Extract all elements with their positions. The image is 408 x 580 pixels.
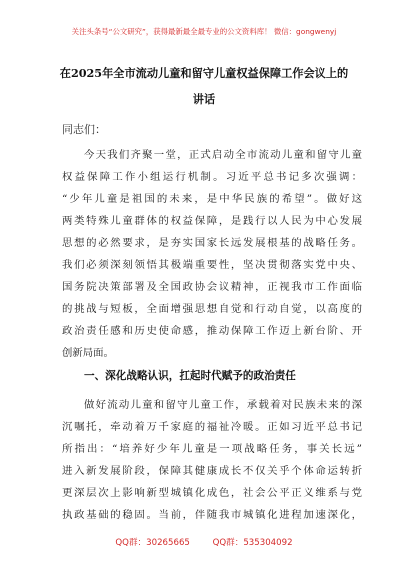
paragraph2-line: 更深层次上影响新型城镇化成色，社会公平正义维系与党 [62, 487, 362, 499]
paragraph1-line: 我们必须深刻领悟其极端重要性，坚决贯彻落实党中央、 [62, 259, 362, 271]
paragraph2-line: 进入新发展阶段，保障其健康成长不仅关乎个体命运转折 [62, 465, 362, 477]
footer-contact [0, 536, 408, 548]
paragraph1-line: 今天我们齐聚一堂，正式启动全市流动儿童和留守儿童 [84, 149, 362, 161]
footer-qq-group-1: QQ群：30265665 [115, 538, 190, 548]
paragraph1-line: “少年儿童是祖国的未来，是中华民族的希望”。做好这 [62, 193, 362, 205]
paragraph1-line: 的挑战与短板，全面增强思想自觉和行动自觉，以高度的 [62, 303, 362, 315]
paragraph2-line: 执政基础的稳固。当前，伴随我市城镇化进程加速深化， [62, 509, 362, 521]
header-banner: 关注头条号“公文研究”，获得最新最全最专业的公文资料库！ 微信：gongwenyj [71, 27, 337, 36]
paragraph2-line: 沉嘱托，牵动着万千家庭的福祉冷暖。正如习近平总书记 [62, 421, 362, 433]
paragraph1-line: 创新局面。 [62, 347, 114, 359]
paragraph2-line: 做好流动儿童和留守儿童工作，承载着对民族未来的深 [84, 399, 362, 411]
paragraph1-line: 思想的必然要求，是夯实国家长远发展根基的战略任务。 [62, 237, 362, 249]
document-title-line2: 讲话 [192, 92, 216, 106]
salutation: 同志们： [62, 123, 106, 136]
paragraph1-line: 两类特殊儿童群体的权益保障，是践行以人民为中心发展 [62, 215, 362, 227]
paragraph1-line: 权益保障工作小组运行机制。习近平总书记多次强调： [62, 171, 362, 183]
document-title-line1: 在2025年全市流动儿童和留守儿童权益保障工作会议上的 [59, 66, 349, 80]
paragraph2-line: 所指出：“培养好少年儿童是一项战略任务，事关长远” [62, 443, 362, 455]
footer-qq-group-2: QQ群：535304092 [212, 538, 293, 548]
section1-heading: 一、深化战略认识，扛起时代赋予的政治责任 [84, 370, 296, 382]
paragraph1-line: 政治责任感和历史使命感，推动保障工作迈上新台阶、开 [62, 325, 362, 337]
paragraph1-line: 国务院决策部署及全国政协会议精神，正视我市工作面临 [62, 281, 362, 293]
